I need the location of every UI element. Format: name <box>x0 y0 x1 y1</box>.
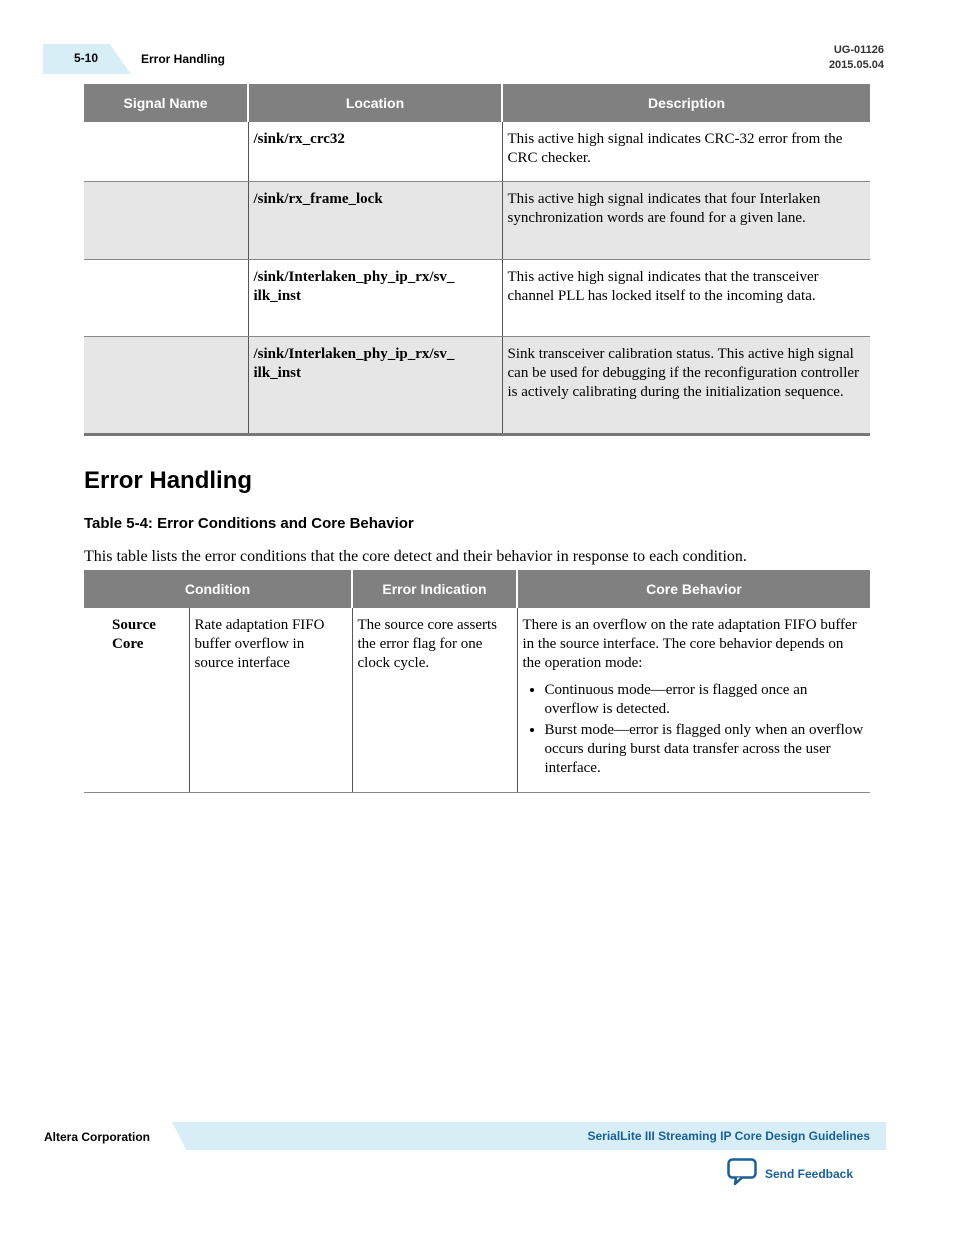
signal-name-cell <box>84 259 248 336</box>
page-number: 5-10 <box>74 51 99 65</box>
table-row <box>84 259 870 336</box>
error-indication-cell: The source core asserts the error flag for one clock cycle. <box>352 608 517 793</box>
column-header-signal-name: Signal Name <box>84 84 248 122</box>
running-title: Error Handling <box>141 52 226 66</box>
error-conditions-table <box>84 570 870 793</box>
location-cell: /sink/rx_crc32 <box>248 122 502 181</box>
description-cell: This active high signal indicates CRC-32 error from the CRC checker. <box>502 122 870 181</box>
description-cell: This active high signal indicates that the transceiver channel PLL has locked itself to the incoming data. <box>502 259 870 336</box>
doc-date: 2015.05.04 <box>828 59 884 71</box>
send-feedback-link[interactable] <box>727 1158 853 1189</box>
list-item: • Continuous mode—error is flagged once an overflow is detected. <box>545 681 865 719</box>
source-core-cell: Source Core <box>84 608 189 793</box>
location-cell: /sink/rx_frame_lock <box>248 181 502 259</box>
signal-name-cell <box>84 336 248 434</box>
table-row <box>84 336 870 434</box>
section-heading: Error Handling <box>84 467 253 494</box>
signal-name-cell <box>84 181 248 259</box>
location-cell: /sink/Interlaken_phy_ip_rx/sv_ ilk_inst <box>248 336 502 434</box>
doc-id: UG-01126 <box>833 44 884 56</box>
signal-table-header <box>84 84 870 122</box>
error-table-header <box>84 570 870 608</box>
table-caption: Table 5-4: Error Conditions and Core Behavior <box>84 515 414 532</box>
company-name: Altera Corporation <box>44 1130 151 1144</box>
doc-meta <box>829 43 884 73</box>
footer-doc-title[interactable]: SerialLite III Streaming IP Core Design Guidelines <box>587 1129 870 1143</box>
table-row <box>84 122 870 181</box>
column-header-description: Description <box>502 84 870 122</box>
core-behavior-text: There is an overflow on the rate adaptation FIFO buffer in the source interface. The core behavior depends on the operation mode: <box>522 617 857 671</box>
column-header-core-behavior: Core Behavior <box>517 570 870 608</box>
signal-name-cell <box>84 122 248 181</box>
core-behavior-cell <box>517 608 870 793</box>
column-header-error-indication: Error Indication <box>352 570 517 608</box>
table-row <box>84 181 870 259</box>
condition-cell: Rate adaptation FIFO buffer overflow in source interface <box>189 608 352 793</box>
column-header-location: Location <box>248 84 502 122</box>
signal-table <box>84 84 870 436</box>
intro-paragraph: This table lists the error conditions that the core detect and their behavior in response to each condition. <box>84 548 747 565</box>
send-feedback-label: Send Feedback <box>765 1166 854 1181</box>
list-item: • Burst mode—error is flagged only when an overflow occurs during burst data transfer across the user interface. <box>545 721 865 778</box>
table-row <box>84 608 870 793</box>
column-header-condition: Condition <box>84 570 352 608</box>
location-cell: /sink/Interlaken_phy_ip_rx/sv_ ilk_inst <box>248 259 502 336</box>
behavior-bullet-list <box>523 681 865 778</box>
description-cell: This active high signal indicates that four Interlaken synchronization words are found for a given lane. <box>502 181 870 259</box>
speech-bubble-icon <box>727 1158 757 1189</box>
description-cell: Sink transceiver calibration status. This active high signal can be used for debugging if the reconfiguration controller is actively calibrating during the initialization sequence. <box>502 336 870 434</box>
